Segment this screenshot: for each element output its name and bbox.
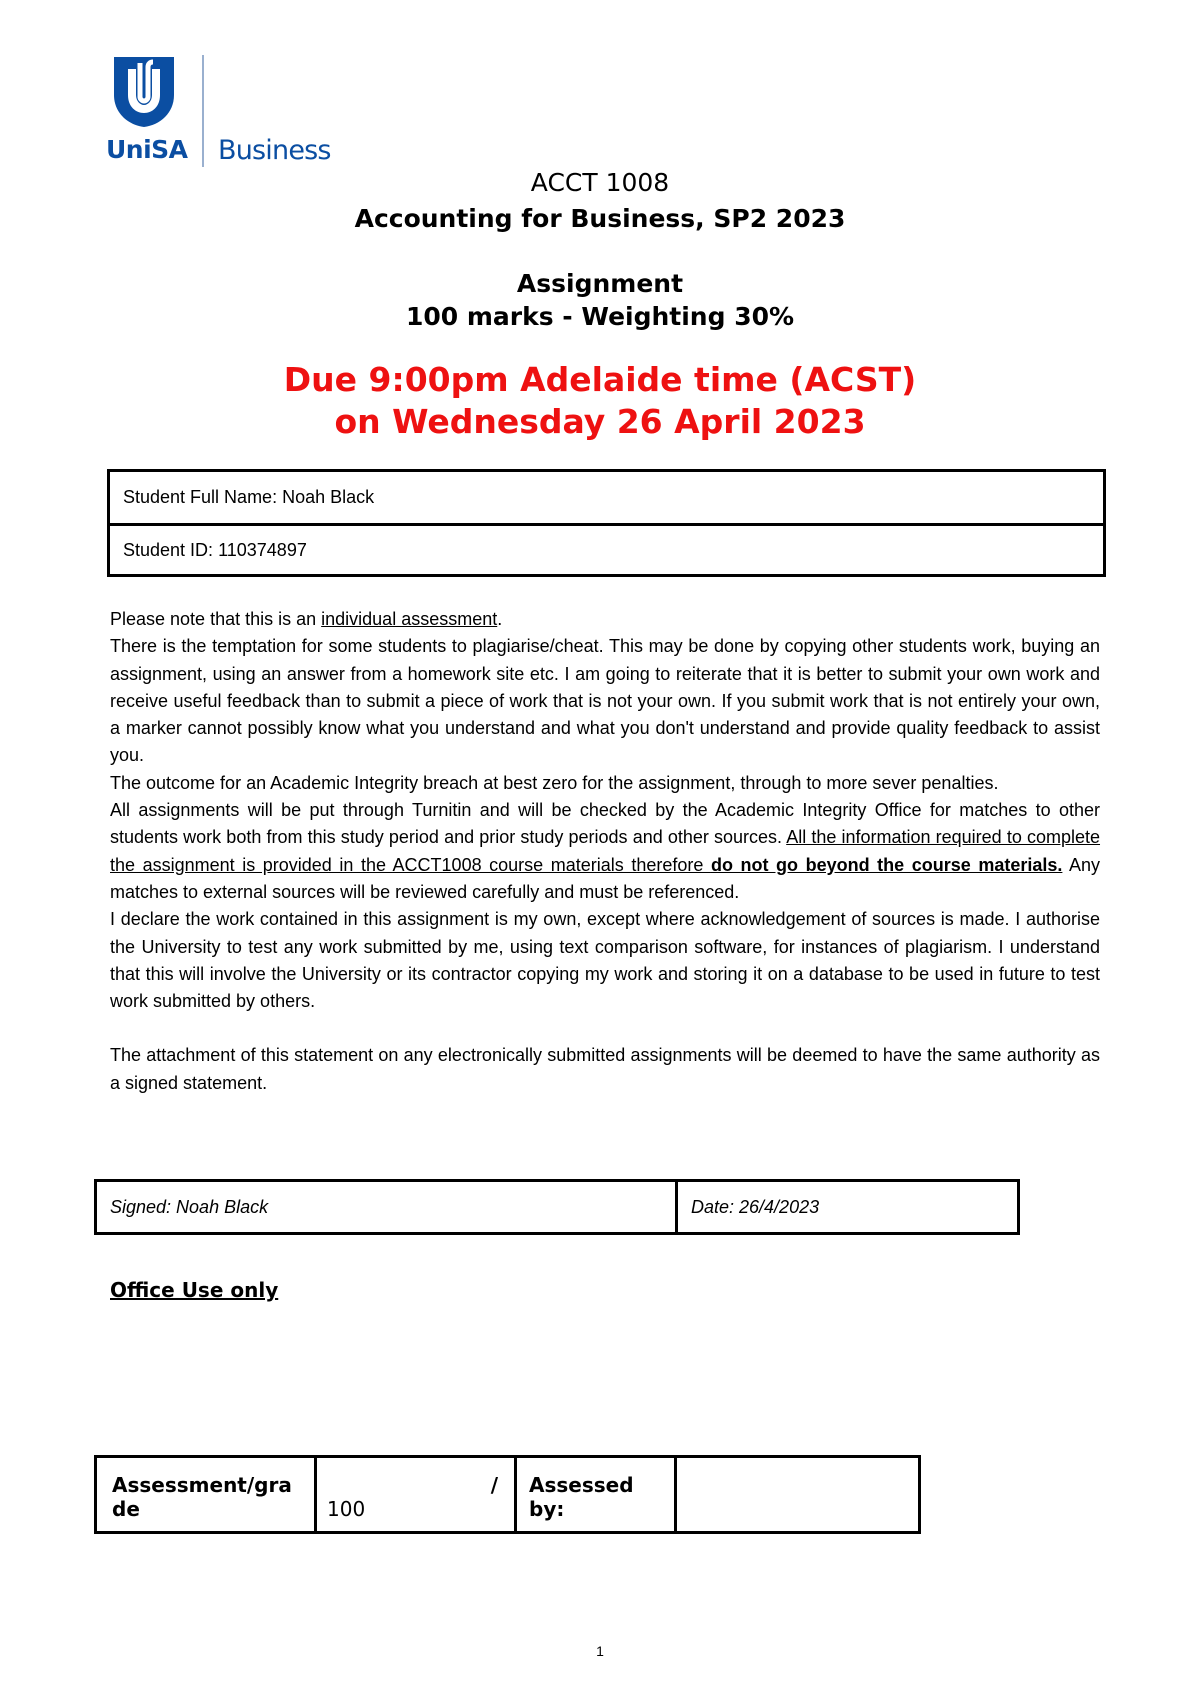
grade-label-line-1: Assessment/gra — [112, 1473, 292, 1497]
due-date-line-1: Due 9:00pm Adelaide time (ACST) — [283, 360, 917, 399]
office-use-heading: Office Use only — [110, 1278, 279, 1302]
statement-paragraph-3: The outcome for an Academic Integrity breach at best zero for the assignment, through to more sever penalties. — [110, 772, 999, 793]
student-id-label: Student ID: — [123, 539, 214, 560]
grade-label-line-2: de — [112, 1497, 140, 1521]
student-id-value: 110374897 — [218, 539, 307, 560]
unisa-shield-icon — [112, 55, 176, 129]
assessed-label-line-1: Assessed — [529, 1473, 634, 1497]
grade-table — [94, 1455, 921, 1534]
statement-paragraph-4 — [110, 797, 1100, 906]
grade-slash: / — [490, 1473, 498, 1497]
student-name-label: Student Full Name: — [123, 487, 278, 507]
signed-cell: Signed: Noah Black — [97, 1182, 678, 1232]
grade-out-of: 100 — [327, 1497, 366, 1521]
assessed-label-line-2: by: — [529, 1497, 565, 1521]
statement-paragraph-1 — [110, 606, 1100, 633]
statement-paragraph-5: I declare the work contained in this assignment is my own, except where acknowledgement of sources is made. I authorise the University to test any work submitted by me, using text comparison software, for instances of plagiarism. I understand that this will involve the University or its contractor copying my work and storing it on a database to be used in future to test work submitted by others. — [110, 909, 1100, 1012]
statement-text: . — [497, 609, 503, 629]
logo-unisa-text: UniSA — [106, 135, 188, 164]
page-number: 1 — [596, 1643, 604, 1659]
course-code: ACCT 1008 — [530, 168, 670, 197]
document-type: Assignment — [516, 269, 684, 298]
integrity-statement — [110, 606, 1100, 1097]
due-date-line-2: on Wednesday 26 April 2023 — [334, 402, 866, 441]
assessment-grade-label — [97, 1458, 317, 1531]
statement-paragraph-2: There is the temptation for some students to plagiarise/cheat. This may be done by copying other students work, buying an assignment, using an answer from a homework site etc. I am going to reiterate that it is better to submit your own work and receive useful feedback than to submit a piece of work that is not your own. If you submit work that is not entirely your own, a marker cannot possibly know what you understand and what you don't understand and provide quality feedback to assist you. — [110, 636, 1100, 766]
student-name-row — [110, 472, 1103, 523]
assessed-by-value — [677, 1458, 918, 1531]
student-id-row — [110, 523, 1103, 574]
student-details-table — [107, 469, 1106, 577]
logo-divider — [202, 55, 204, 167]
grade-value-cell — [317, 1458, 517, 1531]
statement-text: All assignments will be put through Turnitin and will be checked by the Academic Integrity Office for matches to other students work both from this study period and prior study periods and other sources. — [110, 800, 1100, 848]
statement-text: Any matches to external sources will be reviewed carefully and must be referenced. — [110, 854, 1100, 902]
logo-business-text: Business — [218, 135, 331, 166]
student-name-value: Noah Black — [282, 487, 375, 507]
course-materials-warning: do not go beyond the course materials. — [710, 854, 1063, 875]
signature-table — [94, 1179, 1020, 1235]
statement-paragraph-6: The attachment of this statement on any electronically submitted assignments will be deemed to have the same authority as a signed statement. — [110, 1045, 1100, 1093]
assessed-by-label — [517, 1458, 677, 1531]
marks-weighting: 100 marks - Weighting 30% — [405, 302, 795, 331]
statement-text: Please note that this is an — [110, 609, 322, 629]
course-materials-note: All the information required to complete the assignment is provided in the ACCT1008 course materials therefore — [110, 827, 1101, 875]
course-title: Accounting for Business, SP2 2023 — [354, 204, 846, 233]
individual-assessment-text: individual assessment — [321, 609, 498, 629]
date-cell: Date: 26/4/2023 — [691, 1196, 820, 1217]
